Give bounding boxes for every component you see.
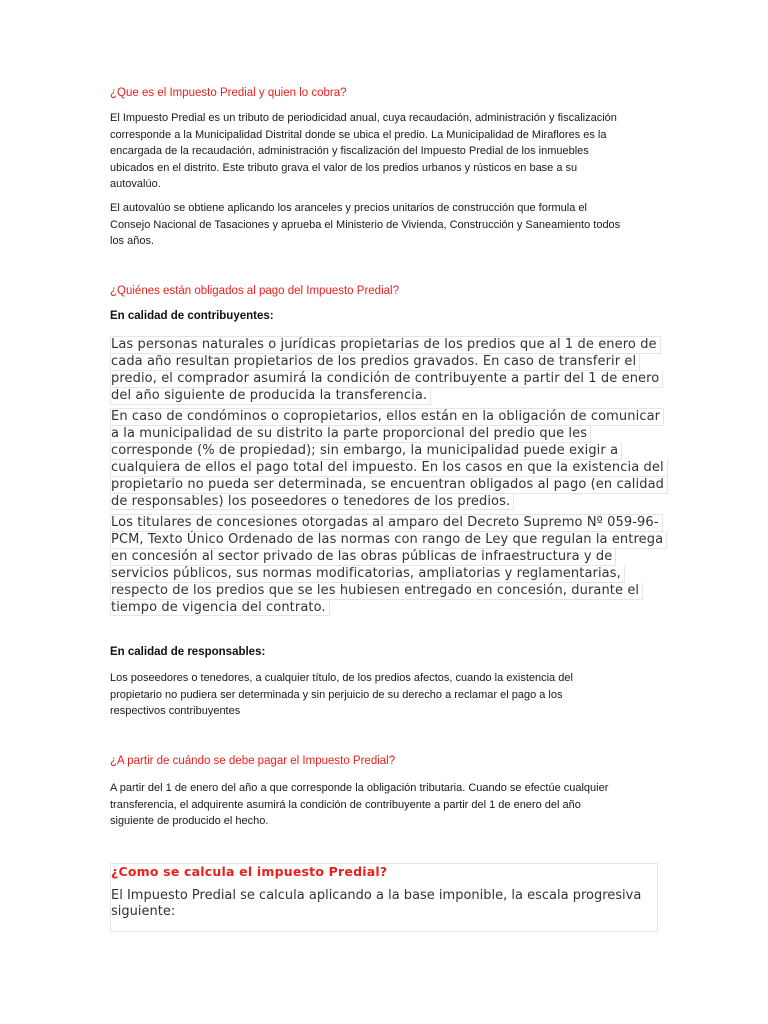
subtitle-contribuyentes: En calidad de contribuyentes: [110, 310, 274, 322]
text-line: A partir del 1 de enero del año a que corresponde la obligación tributaria. Cuando se efectúe cualquier [110, 782, 609, 794]
text-line: autovalúo. [110, 178, 161, 190]
text-line: respecto de los predios que se les hubiesen entregado en concesión, durante el [110, 583, 643, 600]
heading-quienes: ¿Quiénes están obligados al pago del Impuesto Predial? [110, 285, 399, 297]
text-line: El autovalúo se obtiene aplicando los aranceles y precios unitarios de construcción que formula el [110, 202, 587, 214]
text-line: Los titulares de concesiones otorgadas al amparo del Decreto Supremo Nº 059-96- [110, 514, 663, 532]
text-line: siguiente de producido el hecho. [110, 815, 269, 827]
text-line: corresponde a la Municipalidad Distrital donde se ubica el predio. La Municipalidad de Miraflores es la [110, 128, 607, 141]
subtitle-responsables: En calidad de responsables: [110, 646, 266, 658]
text-line: en concesión al sector privado de las obras públicas de infraestructura y de [110, 549, 616, 566]
text-line: propietario no pudiera ser determinada y sin perjuicio de su derecho a reclamar el pago a los [110, 688, 563, 701]
text-line: los años. [110, 235, 155, 247]
text-line: del año siguiente de producida la transferencia. [110, 388, 431, 405]
text-line: encargada de la recaudación, administración y fiscalización del Impuesto Predial de los inmuebles [110, 145, 589, 157]
text-line: propietario no pueda ser determinada, se encuentran obligados al pago (en calidad [110, 477, 668, 494]
text-line: El Impuesto Predial es un tributo de periodicidad anual, cuya recaudación, administración y fiscalización [110, 112, 617, 124]
text-line: Los poseedores o tenedores, a cualquier título, de los predios afectos, cuando la existencia del [110, 672, 573, 684]
text-line: En caso de condóminos o copropietarios, ellos están en la obligación de comunicar [110, 408, 664, 426]
paragraph-autovaluo [110, 200, 620, 250]
paragraph-concesiones [110, 514, 667, 616]
text-line: cada año resultan propietarios de los predios gravados. En caso de transferir el [110, 354, 640, 371]
paragraph-calculo [111, 888, 657, 920]
text-line: cualquiera de ellos el pago total del impuesto. En los casos en que la existencia del [110, 460, 668, 477]
calculo-box [110, 863, 658, 932]
text-line: Las personas naturales o jurídicas propietarias de los predios que al 1 de enero de [110, 336, 661, 354]
text-line: El Impuesto Predial se calcula aplicando a la base imponible, la escala progresiva [111, 888, 642, 903]
text-line: transferencia, el adquirente asumirá la condición de contribuyente a partir del 1 de enero del año [110, 798, 581, 811]
paragraph-definicion [110, 110, 617, 193]
text-line: predio, el comprador asumirá la condición de contribuyente a partir del 1 de enero [110, 371, 663, 388]
text-line: ubicados en el distrito. Este tributo grava el valor de los predios urbanos y rústicos en base a su [110, 161, 578, 174]
text-line: de responsables) los poseedores o tenedores de los predios. [110, 494, 514, 511]
heading-a-partir: ¿A partir de cuándo se debe pagar el Impuesto Predial? [110, 755, 396, 767]
text-line: tiempo de vigencia del contrato. [110, 600, 330, 617]
text-line: siguiente: [111, 904, 176, 919]
heading-que-es: ¿Que es el Impuesto Predial y quien lo cobra? [110, 87, 347, 99]
heading-como-calcula: ¿Como se calcula el impuesto Predial? [111, 864, 388, 879]
text-line: Consejo Nacional de Tasaciones y aprueba el Ministerio de Vivienda, Construcción y Saneamiento todos [110, 218, 621, 231]
text-line: PCM, Texto Único Ordenado de las normas con rango de Ley que regulan la entrega [110, 532, 667, 549]
text-line: a la municipalidad de su distrito la parte proporcional del predio que les [110, 426, 591, 443]
text-line: servicios públicos, sus normas modificatorias, ampliatorias y reglamentarias, [110, 566, 625, 583]
text-line: corresponde (% de propiedad); sin embargo, la municipalidad puede exigir a [110, 443, 622, 460]
paragraph-personas [110, 336, 663, 405]
paragraph-condominos [110, 408, 668, 510]
paragraph-a-partir [110, 780, 608, 830]
paragraph-responsables [110, 670, 573, 720]
text-line: respectivos contribuyentes [110, 705, 241, 717]
